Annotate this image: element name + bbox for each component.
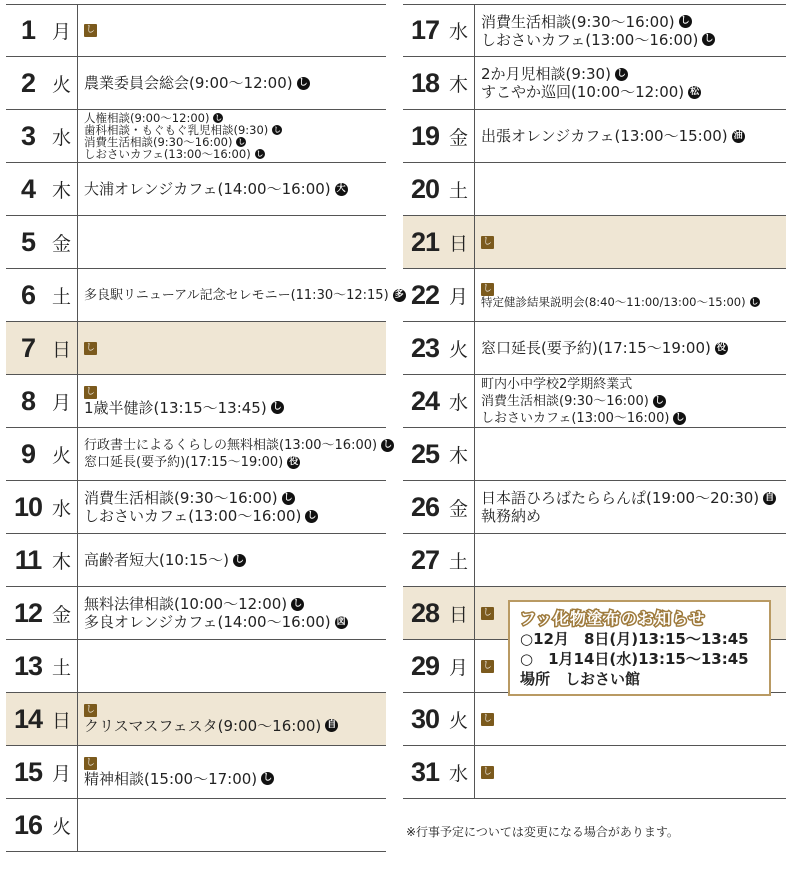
event-line <box>84 551 386 569</box>
calendar-day-row <box>6 693 386 746</box>
library-badge-icon: し <box>85 704 95 715</box>
venue-marker-icon: 油 <box>733 130 743 141</box>
date-cell <box>6 216 78 268</box>
event-line <box>84 180 386 198</box>
venue-marker-icon: 多 <box>394 289 404 300</box>
calendar-day-row <box>6 799 386 852</box>
weekday: 火 <box>52 444 72 467</box>
date-cell <box>403 746 475 798</box>
event-line <box>481 65 786 83</box>
weekday: 金 <box>52 232 72 255</box>
venue-marker-icon: 図 <box>336 616 346 627</box>
day-number: 3 <box>20 120 36 151</box>
day-number: 31 <box>410 756 440 787</box>
weekday: 木 <box>52 550 72 573</box>
venue-marker-icon: 大 <box>336 183 346 194</box>
events-cell <box>475 163 786 215</box>
events-cell <box>78 534 386 586</box>
event-line <box>481 83 786 101</box>
date-cell <box>403 322 475 374</box>
day-number: 21 <box>410 226 440 257</box>
weekday: 水 <box>449 762 469 785</box>
date-cell <box>403 693 475 745</box>
weekday: 水 <box>52 497 72 520</box>
events-cell <box>475 216 786 268</box>
day-number: 27 <box>410 544 440 575</box>
venue-marker-icon: 松 <box>690 86 700 97</box>
event-line <box>481 127 786 145</box>
day-number: 16 <box>13 809 43 840</box>
events-cell <box>475 322 786 374</box>
venue-marker-icon: 役 <box>716 342 726 353</box>
event-text: 執務納め <box>481 507 542 525</box>
weekday: 木 <box>449 73 469 96</box>
venue-marker-icon: 自 <box>327 720 337 730</box>
day-number: 22 <box>410 279 440 310</box>
event-line <box>84 770 386 788</box>
events-cell <box>475 5 786 56</box>
calendar-day-row <box>6 216 386 269</box>
weekday: 水 <box>52 126 72 149</box>
calendar-column-left <box>6 4 404 852</box>
event-text: 人権相談(9:00～12:00) <box>84 111 210 125</box>
events-cell <box>78 5 386 56</box>
library-badge-icon: し <box>85 757 95 768</box>
venue-marker-icon: し <box>675 412 685 423</box>
venue-marker-icon: し <box>307 510 317 521</box>
venue-marker-icon: し <box>283 492 293 503</box>
calendar-day-row <box>403 375 786 428</box>
day-number: 10 <box>13 491 43 522</box>
venue-marker-icon: し <box>704 34 714 44</box>
weekday: 水 <box>449 391 469 414</box>
events-cell <box>78 375 386 427</box>
events-cell <box>475 481 786 533</box>
calendar-day-row <box>6 375 386 428</box>
day-number: 30 <box>410 703 440 734</box>
date-cell <box>6 322 78 374</box>
date-cell <box>403 534 475 586</box>
event-line <box>481 31 786 49</box>
day-number: 23 <box>410 332 440 363</box>
date-cell <box>6 57 78 109</box>
date-cell <box>403 428 475 480</box>
event-text: 特定健診結果説明会(8:40～11:00/13:00～15:00) <box>481 294 746 309</box>
day-number: 2 <box>20 67 36 98</box>
event-text: 農業委員会総会(9:00～12:00) <box>84 74 293 92</box>
library-badge-icon: し <box>482 660 492 671</box>
day-number: 9 <box>20 438 36 469</box>
day-number: 8 <box>20 385 36 416</box>
date-cell <box>403 640 475 692</box>
calendar-day-row <box>6 269 404 322</box>
venue-marker-icon: し <box>680 16 690 26</box>
calendar-day-row <box>403 57 786 110</box>
library-badge-icon: し <box>85 342 95 353</box>
events-cell <box>475 110 786 162</box>
date-cell <box>403 57 475 109</box>
date-cell <box>6 640 78 692</box>
events-cell <box>78 269 406 321</box>
weekday: 月 <box>52 762 72 785</box>
day-number: 29 <box>410 650 440 681</box>
weekday: 月 <box>52 391 72 414</box>
day-number: 5 <box>20 226 36 257</box>
calendar-day-row <box>6 322 386 375</box>
calendar-day-row <box>6 640 386 693</box>
event-line <box>481 507 786 525</box>
event-line <box>84 489 386 507</box>
venue-marker-icon: 自 <box>765 492 775 503</box>
event-line <box>481 393 786 410</box>
calendar-day-row <box>403 269 786 322</box>
event-text: 精神相談(15:00～17:00) <box>84 769 258 788</box>
venue-marker-icon: し <box>256 150 264 158</box>
calendar-day-row <box>6 163 386 216</box>
venue-marker-icon: し <box>298 77 308 88</box>
weekday: 日 <box>52 338 72 361</box>
day-number: 7 <box>20 332 36 363</box>
venue-marker-icon: し <box>234 554 244 565</box>
day-number: 20 <box>410 173 440 204</box>
weekday: 月 <box>52 21 72 43</box>
venue-marker-icon: 役 <box>289 457 299 467</box>
weekday: 土 <box>449 179 469 202</box>
calendar-day-row <box>403 163 786 216</box>
date-cell <box>6 5 78 56</box>
events-cell <box>78 587 386 639</box>
date-cell <box>6 746 78 798</box>
day-number: 15 <box>13 756 43 787</box>
events-cell <box>78 110 386 162</box>
calendar-day-row <box>403 481 786 534</box>
events-cell <box>475 428 786 480</box>
event-text: 高齢者短大(10:15～) <box>84 551 229 569</box>
event-text: 行政書士によるくらしの無料相談(13:00～16:00) <box>84 438 378 453</box>
weekday: 木 <box>52 179 72 202</box>
library-badge-icon: し <box>85 25 95 35</box>
event-line <box>84 74 386 92</box>
events-cell <box>78 799 386 851</box>
event-line <box>84 717 386 735</box>
event-text: 日本語ひろばたららんぱ(19:00～20:30) <box>481 489 760 507</box>
event-line <box>481 376 786 393</box>
weekday: 木 <box>449 444 469 467</box>
events-cell <box>78 640 386 692</box>
event-line <box>84 507 386 525</box>
events-cell <box>78 693 386 745</box>
weekday: 土 <box>52 656 72 679</box>
calendar-day-row <box>403 746 786 799</box>
event-text: 出張オレンジカフェ(13:00～15:00) <box>481 127 728 145</box>
event-text: すこやか巡回(10:00～12:00) <box>481 83 685 101</box>
event-line <box>481 296 786 308</box>
events-cell <box>475 693 786 745</box>
date-cell <box>403 269 475 321</box>
notice-title: フッ化物塗布のお知らせ <box>520 609 706 628</box>
events-cell <box>475 57 786 109</box>
weekday: 土 <box>449 550 469 573</box>
day-number: 6 <box>20 279 36 310</box>
venue-marker-icon: し <box>263 773 273 783</box>
date-cell <box>6 693 78 745</box>
date-cell <box>6 110 78 162</box>
calendar-day-row <box>6 57 386 110</box>
date-cell <box>6 799 78 851</box>
weekday: 日 <box>449 603 469 626</box>
library-badge-icon: し <box>85 386 95 397</box>
event-line <box>84 595 386 613</box>
event-line <box>481 339 786 357</box>
day-number: 4 <box>20 173 36 204</box>
event-line <box>481 410 786 427</box>
calendar-day-row <box>6 4 386 57</box>
calendar-day-row <box>403 693 786 746</box>
venue-marker-icon: し <box>272 402 282 412</box>
venue-marker-icon: し <box>751 297 759 306</box>
event-text: 多良駅リニューアル記念セレモニー(11:30～12:15) <box>84 287 389 303</box>
weekday: 水 <box>449 21 469 43</box>
weekday: 月 <box>449 656 469 679</box>
calendar-day-row <box>403 534 786 587</box>
calendar-day-row <box>6 587 386 640</box>
library-badge-icon: し <box>482 283 492 294</box>
weekday: 金 <box>449 126 469 149</box>
events-cell <box>78 57 386 109</box>
day-number: 28 <box>410 597 440 628</box>
schedule-change-note: ※行事予定については変更になる場合があります。 <box>406 825 679 839</box>
venue-marker-icon: し <box>237 138 245 146</box>
event-text: 消費生活相談(9:30～16:00) <box>481 393 649 409</box>
events-cell <box>78 322 386 374</box>
calendar-day-row <box>403 216 786 269</box>
event-line <box>481 489 786 507</box>
event-text: しおさいカフェ(13:00～16:00) <box>481 30 699 49</box>
day-number: 13 <box>13 650 43 681</box>
date-cell <box>6 587 78 639</box>
event-line <box>481 13 786 31</box>
event-line <box>84 287 406 304</box>
date-cell <box>403 587 475 639</box>
weekday: 火 <box>52 815 72 838</box>
date-cell <box>6 534 78 586</box>
event-text: 2か月児相談(9:30) <box>481 65 611 83</box>
day-number: 25 <box>410 438 440 469</box>
venue-marker-icon: し <box>214 114 222 122</box>
library-badge-icon: し <box>482 236 492 247</box>
library-badge-icon: し <box>482 607 492 618</box>
weekday: 金 <box>52 603 72 626</box>
events-cell <box>475 746 786 798</box>
date-cell <box>6 269 78 321</box>
date-cell <box>403 5 475 56</box>
event-text: 消費生活相談(9:30～16:00) <box>84 135 233 149</box>
event-text: 窓口延長(要予約)(17:15～19:00) <box>84 455 284 470</box>
day-number: 1 <box>20 15 36 45</box>
day-number: 14 <box>13 703 43 734</box>
weekday: 日 <box>449 232 469 255</box>
event-line <box>84 437 394 454</box>
day-number: 26 <box>410 491 440 522</box>
events-cell <box>475 269 786 321</box>
day-number: 17 <box>410 15 440 45</box>
events-cell <box>78 481 386 533</box>
day-number: 19 <box>410 120 440 151</box>
weekday: 火 <box>449 338 469 361</box>
calendar-day-row <box>6 428 393 481</box>
event-text: しおさいカフェ(13:00～16:00) <box>84 147 251 161</box>
event-text: 多良オレンジカフェ(14:00～16:00) <box>84 613 331 631</box>
events-cell <box>78 428 394 480</box>
calendar-day-row <box>403 4 786 57</box>
calendar-day-row <box>6 481 386 534</box>
calendar-day-row <box>6 534 386 587</box>
fluoride-notice-box <box>508 600 771 696</box>
date-cell <box>6 481 78 533</box>
venue-marker-icon: し <box>383 440 393 450</box>
event-line <box>84 454 394 471</box>
event-text: 大浦オレンジカフェ(14:00～16:00) <box>84 180 331 198</box>
calendar-day-row <box>403 322 786 375</box>
event-text: しおさいカフェ(13:00～16:00) <box>84 507 302 525</box>
events-cell <box>78 216 386 268</box>
day-number: 18 <box>410 67 440 98</box>
library-badge-icon: し <box>482 713 492 724</box>
date-cell <box>403 375 475 427</box>
calendar-day-row <box>403 110 786 163</box>
date-cell <box>6 375 78 427</box>
calendar-day-row <box>6 110 386 163</box>
event-line <box>84 148 386 160</box>
event-text: クリスマスフェスタ(9:00～16:00) <box>84 716 322 735</box>
date-cell <box>403 216 475 268</box>
venue-marker-icon: し <box>616 68 626 79</box>
weekday: 火 <box>449 709 469 732</box>
notice-line: ○ 1月14日(水)13:15～13:45 <box>520 650 749 668</box>
calendar-day-row <box>6 746 386 799</box>
day-number: 11 <box>14 544 42 575</box>
date-cell <box>403 481 475 533</box>
venue-marker-icon: し <box>654 395 664 406</box>
event-text: しおさいカフェ(13:00～16:00) <box>481 410 670 426</box>
events-cell <box>78 163 386 215</box>
date-cell <box>403 110 475 162</box>
weekday: 土 <box>52 285 72 308</box>
day-number: 12 <box>13 597 43 628</box>
event-text: 消費生活相談(9:30～16:00) <box>84 489 278 507</box>
weekday: 月 <box>449 285 469 308</box>
notice-line: 場所 しおさい館 <box>520 670 641 688</box>
notice-line: ○12月 8日(月)13:15～13:45 <box>520 630 749 648</box>
event-text: 消費生活相談(9:30～16:00) <box>481 12 675 31</box>
date-cell <box>6 163 78 215</box>
date-cell <box>6 428 78 480</box>
day-number: 24 <box>410 385 440 416</box>
event-text: 1歳半健診(13:15～13:45) <box>84 398 267 417</box>
event-text: 無料法律相談(10:00～12:00) <box>84 595 288 613</box>
date-cell <box>403 163 475 215</box>
library-badge-icon: し <box>482 766 492 777</box>
event-line <box>84 399 386 417</box>
events-cell <box>475 534 786 586</box>
events-cell <box>475 375 786 427</box>
weekday: 火 <box>52 73 72 96</box>
venue-marker-icon: し <box>273 126 281 134</box>
event-text: 町内小中学校2学期終業式 <box>481 376 633 392</box>
event-text: 歯科相談・もぐもぐ乳児相談(9:30) <box>84 123 269 137</box>
weekday: 日 <box>52 709 72 732</box>
event-line <box>84 613 386 631</box>
calendar-day-row <box>403 428 786 481</box>
event-text: 窓口延長(要予約)(17:15～19:00) <box>481 339 711 357</box>
venue-marker-icon: し <box>293 598 303 609</box>
events-cell <box>78 746 386 798</box>
weekday: 金 <box>449 497 469 520</box>
